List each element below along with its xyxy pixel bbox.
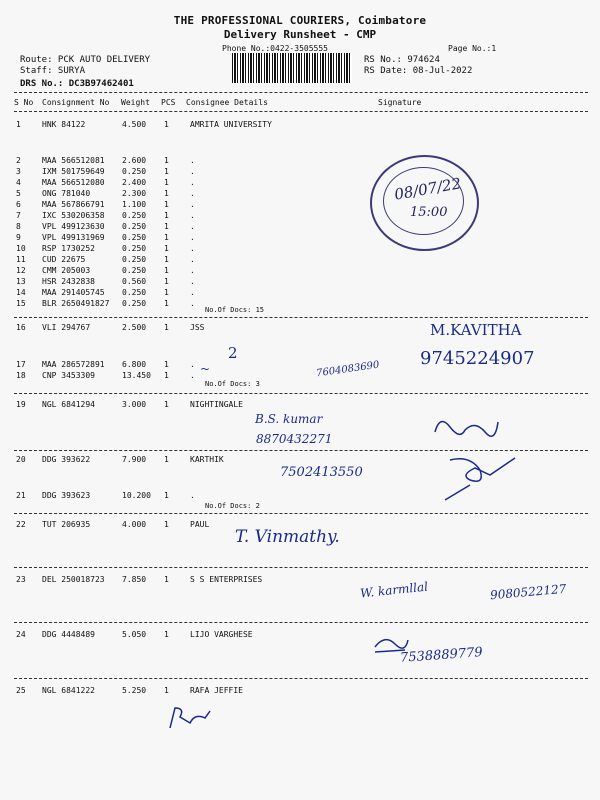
row-weight: 0.250 — [122, 255, 147, 264]
signature-phone-24: 7538889779 — [399, 645, 484, 666]
row-consignment-no: NGL 6841222 — [42, 686, 95, 695]
signature-20 — [440, 450, 520, 505]
row-weight: 10.200 — [122, 491, 151, 500]
doc-count: No.Of Docs: 15 — [205, 306, 265, 314]
row-consignee: . — [190, 299, 195, 308]
row-weight: 2.500 — [122, 323, 147, 332]
row-consignment-no: HSR 2432838 — [42, 277, 95, 286]
row-weight: 0.250 — [122, 211, 147, 220]
row-sno: 1 — [16, 120, 21, 129]
row-sno: 14 — [16, 288, 26, 297]
row-consignee: LIJO VARGHESE — [190, 630, 253, 639]
signature-phone-17: 9745224907 — [420, 348, 535, 369]
table-row — [0, 211, 600, 222]
divider — [14, 567, 588, 568]
row-sno: 12 — [16, 266, 26, 275]
row-pcs: 1 — [164, 120, 169, 129]
row-consignee: . — [190, 200, 195, 209]
row-weight: 13.450 — [122, 371, 151, 380]
row-consignee: . — [190, 371, 195, 380]
doc-count: No.Of Docs: 2 — [205, 502, 260, 510]
row-consignment-no: DDG 4448489 — [42, 630, 95, 639]
row-pcs: 1 — [164, 323, 169, 332]
company-title: THE PROFESSIONAL COURIERS, Coimbatore — [173, 14, 427, 27]
runsheet-subtitle: Delivery Runsheet - CMP — [223, 28, 377, 41]
signature-scribble-17: ~ — [200, 362, 211, 376]
signature-phone-20: 7502413550 — [280, 465, 363, 480]
table-row — [0, 575, 600, 586]
divider — [14, 513, 588, 514]
row-consignee: . — [190, 277, 195, 286]
row-weight: 3.000 — [122, 400, 147, 409]
row-consignee: RAFA JEFFIE — [190, 686, 243, 695]
row-pcs: 1 — [164, 167, 169, 176]
row-weight: 0.250 — [122, 266, 147, 275]
table-row — [0, 277, 600, 288]
row-weight: 0.250 — [122, 244, 147, 253]
row-sno: 2 — [16, 156, 21, 165]
row-consignee: . — [190, 255, 195, 264]
barcode-image — [232, 53, 352, 83]
row-sno: 10 — [16, 244, 26, 253]
table-row — [0, 233, 600, 244]
row-pcs: 1 — [164, 371, 169, 380]
row-sno: 6 — [16, 200, 21, 209]
row-pcs: 1 — [164, 277, 169, 286]
row-consignee: . — [190, 189, 195, 198]
row-consignee: S S ENTERPRISES — [190, 575, 263, 584]
row-sno: 21 — [16, 491, 26, 500]
route-label: Route: PCK AUTO DELIVERY — [20, 55, 151, 65]
row-consignment-no: NGL 6841294 — [42, 400, 95, 409]
table-row — [0, 630, 600, 641]
signature-code-17: 7604083690 — [315, 359, 381, 380]
row-weight: 7.850 — [122, 575, 147, 584]
row-weight: 7.900 — [122, 455, 147, 464]
row-pcs: 1 — [164, 244, 169, 253]
row-sno: 5 — [16, 189, 21, 198]
table-row — [0, 686, 600, 697]
row-pcs: 1 — [164, 222, 169, 231]
row-consignment-no: CMM 205003 — [42, 266, 91, 275]
row-consignment-no: HNK 84122 — [42, 120, 86, 129]
row-sno: 7 — [16, 211, 21, 220]
row-pcs: 1 — [164, 255, 169, 264]
row-consignment-no: MAA 566512081 — [42, 156, 105, 165]
column-header — [0, 98, 600, 109]
table-row — [0, 255, 600, 266]
row-sno: 8 — [16, 222, 21, 231]
divider — [14, 393, 588, 394]
row-consignee: PAUL — [190, 520, 210, 529]
row-pcs: 1 — [164, 189, 169, 198]
table-row — [0, 371, 600, 382]
row-consignment-no: DDG 393622 — [42, 455, 91, 464]
row-weight: 4.000 — [122, 520, 147, 529]
row-weight: 0.250 — [122, 222, 147, 231]
row-weight: 6.800 — [122, 360, 147, 369]
col-weight: Weight — [121, 98, 150, 107]
table-row — [0, 156, 600, 167]
row-consignment-no: CUD 22675 — [42, 255, 86, 264]
table-row — [0, 167, 600, 178]
row-pcs: 1 — [164, 686, 169, 695]
row-pcs: 1 — [164, 630, 169, 639]
row-weight: 4.500 — [122, 120, 147, 129]
row-consignee: KARTHIK — [190, 455, 224, 464]
table-row — [0, 120, 600, 131]
divider — [14, 678, 588, 679]
col-signature: Signature — [378, 98, 422, 107]
row-weight: 0.250 — [122, 233, 147, 242]
row-weight: 0.250 — [122, 299, 147, 308]
col-sno: S No — [14, 98, 34, 107]
row-consignee: . — [190, 156, 195, 165]
row-consignment-no: IXC 530206358 — [42, 211, 105, 220]
row-consignee: JSS — [190, 323, 205, 332]
row-sno: 18 — [16, 371, 26, 380]
row-sno: 19 — [16, 400, 26, 409]
rs-date: RS Date: 08-Jul-2022 — [364, 66, 473, 76]
page-number: Page No.:1 — [448, 44, 497, 53]
row-pcs: 1 — [164, 299, 169, 308]
row-sno: 16 — [16, 323, 26, 332]
row-consignment-no: VLI 294767 — [42, 323, 91, 332]
row-sno: 4 — [16, 178, 21, 187]
row-pcs: 1 — [164, 360, 169, 369]
row-weight: 2.400 — [122, 178, 147, 187]
signature-name-23: W. karmllal — [359, 579, 429, 601]
row-weight: 5.250 — [122, 686, 147, 695]
row-consignment-no: MAA 567866791 — [42, 200, 105, 209]
row-consignee: . — [190, 178, 195, 187]
row-sno: 24 — [16, 630, 26, 639]
row-weight: 1.100 — [122, 200, 147, 209]
row-weight: 5.050 — [122, 630, 147, 639]
signature-mark-17: 2 — [228, 344, 238, 362]
table-row — [0, 189, 600, 200]
row-sno: 11 — [16, 255, 26, 264]
row-consignee: AMRITA UNIVERSITY — [190, 120, 272, 129]
signature-phone-23: 9080522127 — [489, 581, 567, 603]
row-weight: 0.250 — [122, 167, 147, 176]
row-sno: 13 — [16, 277, 26, 286]
row-pcs: 1 — [164, 400, 169, 409]
row-pcs: 1 — [164, 455, 169, 464]
stamp-date: 08/07/22 — [392, 174, 463, 204]
row-sno: 25 — [16, 686, 26, 695]
row-consignment-no: MAA 286572891 — [42, 360, 105, 369]
row-sno: 20 — [16, 455, 26, 464]
signature-19 — [430, 412, 500, 442]
row-pcs: 1 — [164, 233, 169, 242]
row-pcs: 1 — [164, 200, 169, 209]
row-consignment-no: IXM 501759649 — [42, 167, 105, 176]
row-consignment-no: BLR 2650491827 — [42, 299, 110, 308]
row-consignee: . — [190, 244, 195, 253]
table-row — [0, 266, 600, 277]
divider — [14, 622, 588, 623]
row-consignment-no: MAA 566512080 — [42, 178, 105, 187]
row-pcs: 1 — [164, 520, 169, 529]
drs-number: DRS No.: DC3B97462401 — [20, 79, 134, 89]
phone-number: Phone No.:0422-3505555 — [222, 44, 328, 53]
row-consignee: . — [190, 491, 195, 500]
signature-phone-19: 8870432271 — [256, 432, 333, 446]
row-consignee: . — [190, 167, 195, 176]
row-consignee: . — [190, 288, 195, 297]
row-pcs: 1 — [164, 266, 169, 275]
doc-count: No.Of Docs: 3 — [205, 380, 260, 388]
row-sno: 3 — [16, 167, 21, 176]
row-pcs: 1 — [164, 156, 169, 165]
row-consignment-no: CNP 3453309 — [42, 371, 95, 380]
row-pcs: 1 — [164, 178, 169, 187]
col-consignment: Consignment No — [42, 98, 110, 107]
row-consignee: . — [190, 233, 195, 242]
table-row — [0, 178, 600, 189]
col-consignee: Consignee Details — [186, 98, 268, 107]
row-consignment-no: ONG 781040 — [42, 189, 91, 198]
table-row — [0, 400, 600, 411]
signature-name-19: B.S. kumar — [255, 412, 323, 426]
table-row — [0, 288, 600, 299]
row-sno: 22 — [16, 520, 26, 529]
row-weight: 2.300 — [122, 189, 147, 198]
row-weight: 2.600 — [122, 156, 147, 165]
row-consignment-no: RSP 1730252 — [42, 244, 95, 253]
signature-25 — [165, 703, 215, 733]
divider — [14, 92, 588, 93]
table-row — [0, 200, 600, 211]
divider — [14, 317, 588, 318]
row-consignee: . — [190, 266, 195, 275]
staff-label: Staff: SURYA — [20, 66, 86, 76]
row-sno: 15 — [16, 299, 26, 308]
row-pcs: 1 — [164, 211, 169, 220]
table-row — [0, 222, 600, 233]
row-consignment-no: VPL 499131969 — [42, 233, 105, 242]
rs-number: RS No.: 974624 — [364, 55, 440, 65]
row-consignment-no: VPL 499123630 — [42, 222, 105, 231]
divider — [14, 111, 588, 112]
row-consignment-no: DDG 393623 — [42, 491, 91, 500]
row-pcs: 1 — [164, 491, 169, 500]
row-weight: 0.250 — [122, 288, 147, 297]
row-sno: 9 — [16, 233, 21, 242]
row-pcs: 1 — [164, 288, 169, 297]
row-pcs: 1 — [164, 575, 169, 584]
table-row — [0, 299, 600, 310]
row-consignee: . — [190, 211, 195, 220]
row-consignment-no: DEL 250018723 — [42, 575, 105, 584]
table-row — [0, 244, 600, 255]
stamp-time: 15:00 — [410, 205, 448, 220]
row-consignee: NIGHTINGALE — [190, 400, 243, 409]
row-consignment-no: TUT 206935 — [42, 520, 91, 529]
row-sno: 23 — [16, 575, 26, 584]
row-consignee: . — [190, 222, 195, 231]
signature-name-16: M.KAVITHA — [430, 321, 522, 339]
row-consignee: . — [190, 360, 195, 369]
row-weight: 0.560 — [122, 277, 147, 286]
col-pcs: PCS — [161, 98, 176, 107]
row-sno: 17 — [16, 360, 26, 369]
row-consignment-no: MAA 291405745 — [42, 288, 105, 297]
signature-name-22: T. Vinmathy. — [235, 527, 340, 547]
